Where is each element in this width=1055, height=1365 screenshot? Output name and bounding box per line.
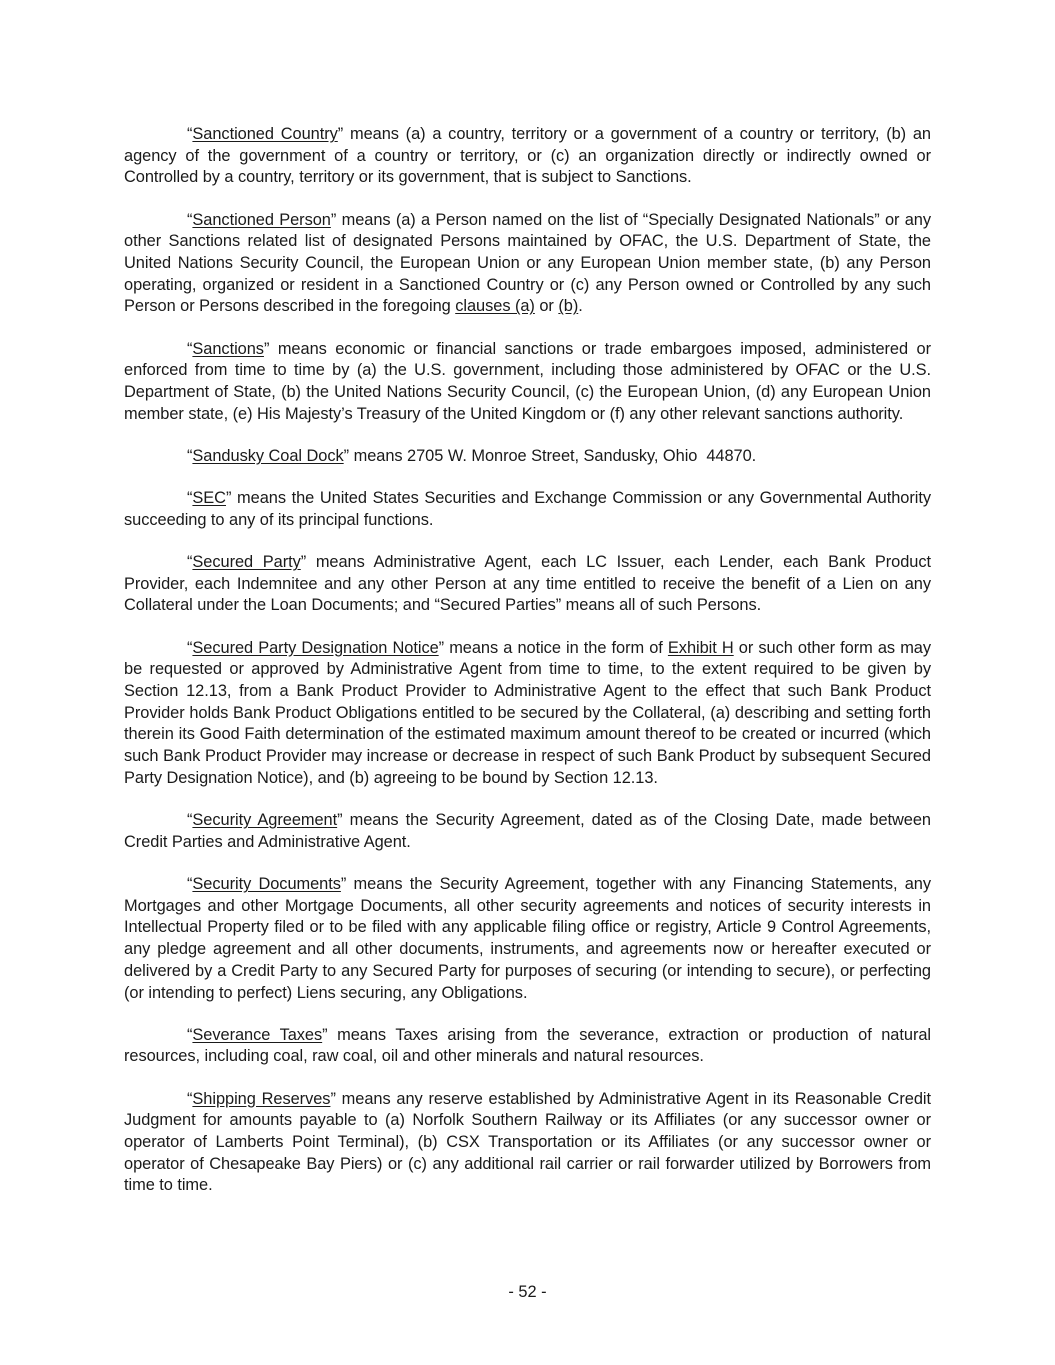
close-quote: ” [337, 811, 343, 830]
definition-text: means economic or financial sanctions or trade embargoes imposed, administered or enforced from time to time by (a) the U.S. government, including those administered by OFAC or the U.S. Department of State, (b) the United Nations Security Council, (c) the European Union, (d) any European Union member state, (e) His Majesty’s Treasury of the United Kingdom or (f) any other relevant sanctions authority. [124, 339, 931, 423]
open-quote: “ [187, 125, 193, 143]
definition-text: means Administrative Agent, each LC Issuer, each Lender, each Bank Product Provider, each Indemnitee and any other Person at any time entitled to receive the benefit of a Lien on any Collateral under the Loan Documents; and “Secured Parties” means all of such Persons. [124, 553, 931, 615]
close-quote: ” [322, 1025, 328, 1044]
close-quote: ” [300, 553, 307, 572]
close-quote: ” [337, 125, 344, 143]
defined-term: Secured Party [192, 553, 301, 572]
open-quote: “ [187, 638, 193, 657]
definition-text: means (a) a Person named on the list of “Specially Designated Nationals” or any other Sanctions related list of designated Persons maintained by OFAC, the U.S. Department of State, the United Nations Security Council, the European Union or any European Union member state, (b) any Person operating, organized or resident in a Sanctioned Country or (c) any Person owned or Controlled by any such Person or Persons described in the foregoing [124, 210, 931, 316]
open-quote: “ [187, 339, 193, 358]
cross-reference: (b) [558, 297, 579, 316]
definition-text: or such other form as may be requested or approved by Administrative Agent from time to time, to the extent required to be given by Section 12.13, from a Bank Product Provider to Administrative Agent to the effect that such Bank Product Provider holds Bank Product Obligations entitled to be secured by the Collateral, (a) describing and setting forth therein its Good Faith determination of the estimated maximum amount thereof to be created or incurred (which such Bank Product Provider may increase or decrease in respect of such Bank Product by subsequent Secured Party Designation Notice), and (b) agreeing to be bound by Section 12.13. [124, 638, 932, 787]
definition-paragraph [124, 874, 931, 1004]
close-quote: ” [438, 638, 445, 657]
defined-term: Sanctioned Person [192, 210, 331, 229]
open-quote: “ [187, 1089, 193, 1108]
open-quote: “ [187, 553, 193, 572]
close-quote: ” [330, 1089, 336, 1108]
definition-paragraph [124, 552, 931, 617]
close-quote: ” [263, 339, 270, 358]
definition-text: means 2705 W. Monroe Street, Sandusky, Ohio 44870. [349, 446, 757, 465]
definition-paragraph [124, 1025, 931, 1068]
definition-paragraph [124, 339, 931, 426]
definition-text: . [578, 297, 583, 316]
document-body [124, 124, 931, 1218]
defined-term: Sanctioned Country [192, 125, 338, 143]
defined-term: Security Agreement [192, 811, 338, 830]
page-number: - 52 - [508, 1283, 547, 1301]
definition-paragraph [124, 638, 931, 790]
definition-text: means any reserve established by Administrative Agent in its Reasonable Credit Judgment for amounts payable to (a) Norfolk Southern Railway or its Affiliates (or any successor owner or operator of Lamberts Point Terminal), (b) CSX Transportation or its Affiliates (or any successor owner or operator of Chesapeake Bay Piers) or (c) any additional rail carrier or rail forwarder utilized by Borrowers from time to time. [124, 1089, 931, 1195]
definition-paragraph [124, 1089, 931, 1198]
definition-text: means a notice in the form of [444, 638, 668, 657]
definition-paragraph [124, 810, 931, 853]
defined-term: Secured Party Designation Notice [192, 638, 439, 657]
open-quote: “ [187, 446, 193, 465]
definition-text: means Taxes arising from the severance, extraction or production of natural resources, including coal, raw coal, oil and other minerals and natural resources. [124, 1025, 932, 1066]
close-quote: ” [340, 874, 347, 893]
definition-text: means the Security Agreement, dated as of the Closing Date, made between Credit Parties and Administrative Agent. [124, 811, 932, 851]
definition-text: means (a) a country, territory or a government of a country or territory, (b) an agency of the government of a country or territory, or (c) an organization directly or indirectly owned or Controlled by a country, territory or its government, that is subject to Sanctions. [124, 125, 931, 187]
definition-paragraph [124, 210, 931, 319]
defined-term: Sanctions [192, 339, 264, 358]
open-quote: “ [187, 811, 193, 830]
defined-term: Sandusky Coal Dock [192, 446, 344, 465]
defined-term: Severance Taxes [192, 1025, 323, 1044]
cross-reference: clauses (a) [455, 297, 535, 316]
close-quote: ” [225, 489, 232, 508]
definition-paragraph [124, 488, 931, 531]
definition-text: or [534, 297, 559, 316]
close-quote: ” [330, 210, 337, 229]
definition-text: means the United States Securities and Exchange Commission or any Governmental Authority succeeding to any of its principal functions. [124, 489, 931, 529]
defined-term: Shipping Reserves [192, 1089, 331, 1108]
open-quote: “ [187, 210, 193, 229]
definition-paragraph [124, 446, 931, 468]
defined-term: Security Documents [192, 874, 341, 893]
defined-term: SEC [192, 489, 226, 508]
close-quote: ” [343, 446, 350, 465]
cross-reference: Exhibit H [667, 638, 734, 657]
open-quote: “ [187, 1025, 193, 1044]
definition-paragraph [124, 124, 931, 189]
open-quote: “ [187, 874, 193, 893]
definition-text: means the Security Agreement, together with any Financing Statements, any Mortgages and other Mortgage Documents, all other security agreements and notices of security interests in Intellectual Property filed or to be filed with any applicable filing office or registry, Article 9 Control Agreements, any pledge agreement and all other documents, instruments, and agreements now or hereafter executed or delivered by a Credit Party to any Secured Party for purposes of securing (or intending to secure), or perfecting (or intending to perfect) Liens securing, any Obligations. [124, 874, 932, 1002]
open-quote: “ [187, 489, 193, 508]
